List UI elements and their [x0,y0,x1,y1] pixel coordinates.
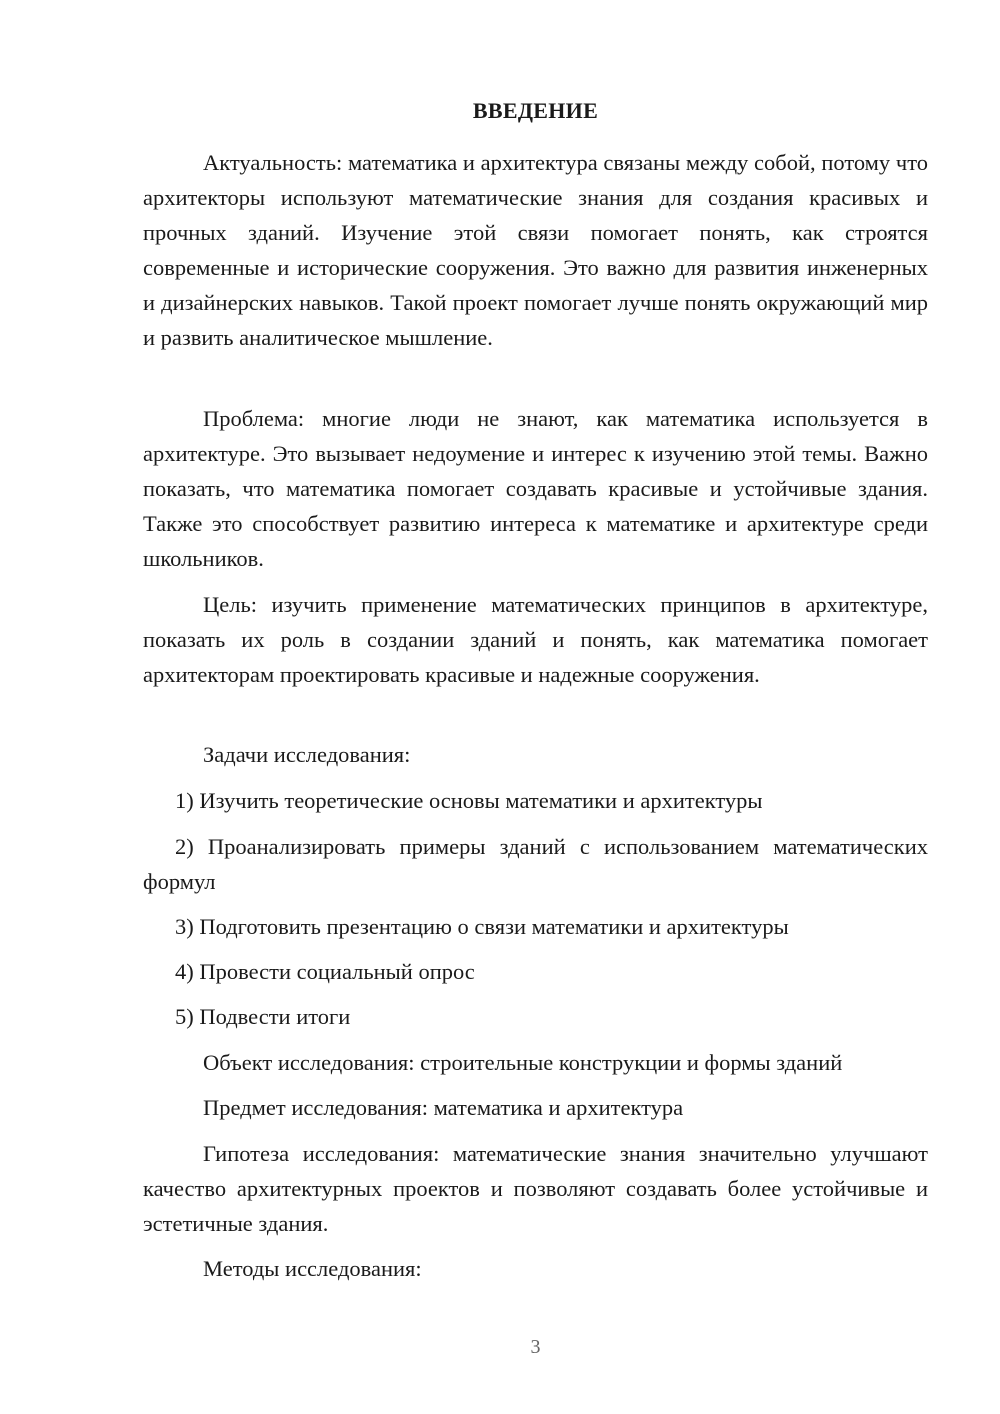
paragraph-hypothesis: Гипотеза исследования: математические знания значительно улучшают качество архитектурных проектов и позволяют создавать более устойчивые и эстетичные здания. [143,1141,928,1236]
paragraph-subject: Предмет исследования: математика и архитектура [203,1095,684,1120]
tasks-heading: Задачи исследования: [203,742,411,767]
paragraph-object: Объект исследования: строительные конструкции и формы зданий [203,1050,843,1075]
task-item-4: 4) Провести социальный опрос [175,959,475,984]
task-item-5: 5) Подвести итоги [175,1004,351,1029]
paragraph-methods: Методы исследования: [203,1256,422,1281]
task-item-3: 3) Подготовить презентацию о связи математики и архитектуры [175,914,789,939]
section-title: ВВЕДЕНИЕ [472,98,599,123]
paragraph-problem: Проблема: многие люди не знают, как математика используется в архитектуре. Это вызывает недоумение и интерес к изучению этой темы. Важно показать, что математика помогает создавать красивые и устойчивые здания. Также это способствует развитию интереса к математике и архитектуре среди школьников. [143,406,928,571]
task-item-2: 2) Проанализировать примеры зданий с использованием математических формул [143,834,928,894]
document-page [143,0,928,1414]
page-number: 3 [530,1336,541,1358]
task-item-1: 1) Изучить теоретические основы математики и архитектуры [175,788,763,813]
paragraph-goal: Цель: изучить применение математических принципов в архитектуре, показать их роль в создании зданий и понять, как математика помогает архитекторам проектировать красивые и надежные сооружения. [143,592,928,687]
paragraph-relevance: Актуальность: математика и архитектура связаны между собой, потому что архитекторы используют математические знания для создания красивых и прочных зданий. Изучение этой связи помогает понять, как строятся современные и исторические сооружения. Это важно для развития инженерных и дизайнерских навыков. Такой проект помогает лучше понять окружающий мир и развить аналитическое мышление. [143,150,928,350]
